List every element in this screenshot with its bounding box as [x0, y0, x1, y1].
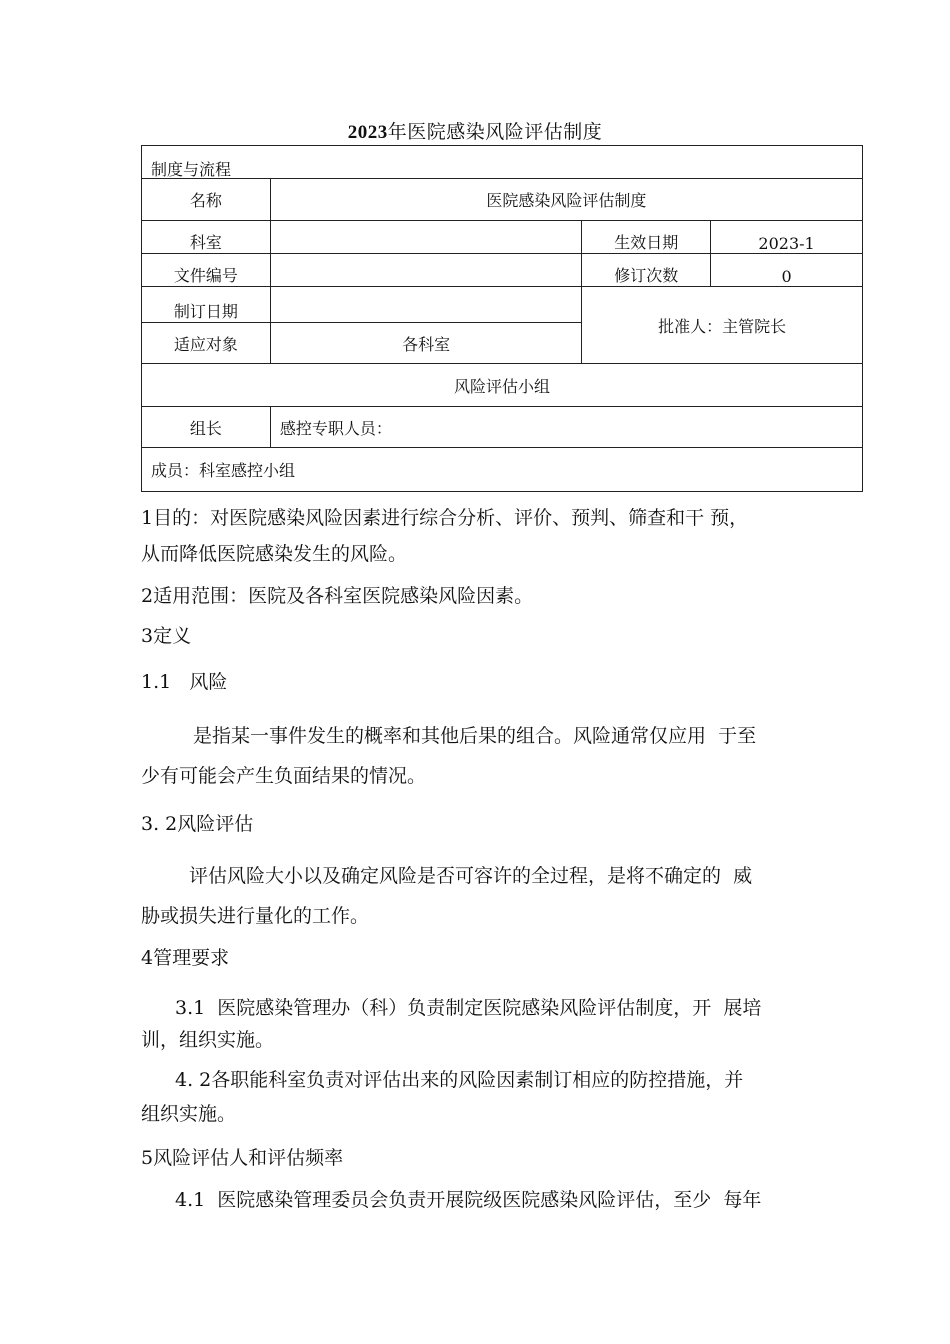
scope: 2适用范围：医院及各科室医院感染风险因素。	[141, 585, 534, 607]
name-label: 名称	[142, 179, 271, 221]
mgmt-item-2-line-2: 组织实施。	[141, 1103, 237, 1125]
risk-def-line-2: 少有可能会产生负面结果的情况。	[141, 765, 427, 787]
target-value: 各科室	[270, 323, 582, 364]
target-label: 适应对象	[142, 323, 271, 364]
assessment-heading: 3. 2风险评估	[141, 813, 254, 835]
title-text: 年医院感染风险评估制度	[387, 121, 603, 143]
frequency-item-1: 4.1 医院感染管理委员会负责开展院级医院感染风险评估，至少 每年	[175, 1189, 762, 1211]
assessment-def-line-2: 胁或损失进行量化的工作。	[141, 905, 370, 927]
risk-heading: 1.1 风险	[141, 671, 228, 693]
leader-value: 感控专职人员：	[270, 407, 862, 448]
effective-value: 2023-1	[711, 221, 863, 254]
table-header: 制度与流程	[142, 146, 863, 179]
date-label: 制订日期	[142, 287, 271, 323]
docno-value	[270, 254, 582, 287]
title-year: 2023	[347, 122, 388, 143]
dept-value	[270, 221, 582, 254]
purpose-line-2: 从而降低医院感染发生的风险。	[141, 543, 408, 565]
name-value: 医院感染风险评估制度	[270, 179, 862, 221]
effective-label: 生效日期	[582, 221, 711, 254]
management-heading: 4管理要求	[141, 947, 230, 969]
mgmt-item-2-line-1: 4. 2各职能科室负责对评估出来的风险因素制订相应的防控措施，并	[175, 1069, 744, 1091]
document-title	[0, 117, 950, 144]
purpose-line-1: 1目的：对医院感染风险因素进行综合分析、评价、预判、筛查和干 预，	[141, 507, 749, 529]
group-title: 风险评估小组	[142, 364, 863, 407]
assessment-def-line-1: 评估风险大小以及确定风险是否可容许的全过程，是将不确定的 威	[189, 865, 753, 887]
info-table	[141, 145, 863, 492]
risk-def-line-1: 是指某一事件发生的概率和其他后果的组合。风险通常仅应用 于至	[193, 725, 757, 747]
approver: 批准人：主管院长	[582, 287, 863, 364]
frequency-heading: 5风险评估人和评估频率	[141, 1147, 344, 1169]
revision-value: 0	[711, 254, 863, 287]
docno-label: 文件编号	[142, 254, 271, 287]
definition-heading: 3定义	[141, 625, 192, 647]
members: 成员：科室感控小组	[142, 448, 863, 492]
mgmt-item-1-line-2: 训，组织实施。	[141, 1029, 275, 1051]
revision-label: 修订次数	[582, 254, 711, 287]
mgmt-item-1-line-1: 3.1 医院感染管理办（科）负责制定医院感染风险评估制度，开 展培	[175, 997, 762, 1019]
leader-label: 组长	[142, 407, 271, 448]
date-value	[270, 287, 582, 323]
dept-label: 科室	[142, 221, 271, 254]
